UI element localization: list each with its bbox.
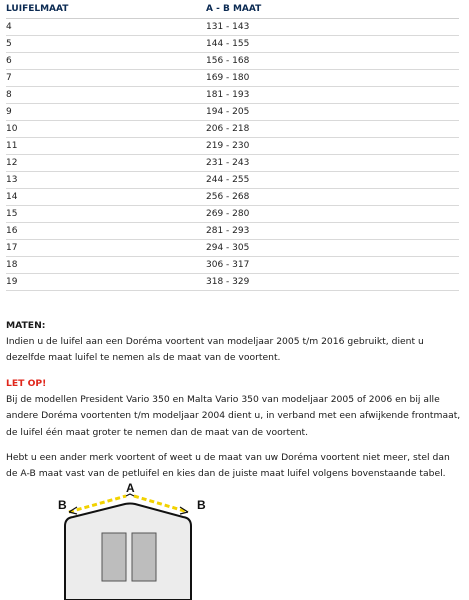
table-header-row (6, 0, 459, 19)
tent-body (65, 504, 191, 600)
tent-window-right (132, 533, 156, 581)
letop-text: Bij de modellen President Vario 350 en Malta Vario 350 van modeljaar 2005 of 2006 en bij alle andere Doréma voortenten t/m modeljaar 2004 dient u, in verband met een afwijkende frontmaat, de luifel één maat groter te nemen dan de maat van de voortent. (6, 394, 461, 438)
table-row (6, 36, 459, 53)
maten-section (6, 318, 461, 367)
letop-heading: LET OP! (6, 378, 47, 389)
table-row (6, 19, 459, 36)
table-row (6, 121, 459, 138)
cell-ab-maat: 169 - 180 (206, 70, 459, 87)
table-row (6, 240, 459, 257)
cell-ab-maat: 156 - 168 (206, 53, 459, 70)
table-row (6, 138, 459, 155)
cell-ab-maat: 181 - 193 (206, 87, 459, 104)
label-b-left: B (58, 498, 67, 512)
cell-ab-maat: 256 - 268 (206, 189, 459, 206)
cell-luifelmaat: 15 (6, 206, 206, 223)
header-ab-maat: A - B MAAT (206, 0, 459, 19)
label-a: A (126, 482, 135, 495)
cell-ab-maat: 281 - 293 (206, 223, 459, 240)
cell-luifelmaat: 19 (6, 274, 206, 291)
cell-ab-maat: 194 - 205 (206, 104, 459, 121)
cell-luifelmaat: 10 (6, 121, 206, 138)
maten-text: Indien u de luifel aan een Doréma voortent van modeljaar 2005 t/m 2016 gebruikt, dient u dezelfde maat luifel te nemen als de maat van de voortent. (6, 336, 424, 364)
table-row (6, 155, 459, 172)
cell-luifelmaat: 12 (6, 155, 206, 172)
tent-window-left (102, 533, 126, 581)
cell-ab-maat: 306 - 317 (206, 257, 459, 274)
hebt-text: Hebt u een ander merk voortent of weet u de maat van uw Doréma voortent niet meer, stel dan de A-B maat vast van de petluifel en kies dan de juiste maat luifel volgens bovenstaande tabel. (6, 452, 450, 480)
table-row (6, 223, 459, 240)
cell-luifelmaat: 6 (6, 53, 206, 70)
cell-luifelmaat: 14 (6, 189, 206, 206)
cell-ab-maat: 318 - 329 (206, 274, 459, 291)
hebt-section (6, 450, 461, 482)
cell-luifelmaat: 5 (6, 36, 206, 53)
cell-luifelmaat: 4 (6, 19, 206, 36)
awning-diagram (55, 482, 225, 600)
table-body (6, 19, 459, 291)
cell-luifelmaat: 16 (6, 223, 206, 240)
table-row (6, 70, 459, 87)
size-table (6, 0, 459, 291)
table-row (6, 257, 459, 274)
cell-ab-maat: 131 - 143 (206, 19, 459, 36)
cell-luifelmaat: 11 (6, 138, 206, 155)
cell-luifelmaat: 8 (6, 87, 206, 104)
cell-ab-maat: 206 - 218 (206, 121, 459, 138)
cell-ab-maat: 219 - 230 (206, 138, 459, 155)
table-row (6, 87, 459, 104)
cell-ab-maat: 244 - 255 (206, 172, 459, 189)
header-luifelmaat: LUIFELMAAT (6, 0, 206, 19)
cell-luifelmaat: 9 (6, 104, 206, 121)
table-row (6, 189, 459, 206)
cell-ab-maat: 144 - 155 (206, 36, 459, 53)
cell-ab-maat: 294 - 305 (206, 240, 459, 257)
cell-ab-maat: 231 - 243 (206, 155, 459, 172)
table-row (6, 274, 459, 291)
cell-ab-maat: 269 - 280 (206, 206, 459, 223)
table-row (6, 206, 459, 223)
cell-luifelmaat: 13 (6, 172, 206, 189)
cell-luifelmaat: 17 (6, 240, 206, 257)
maten-heading: MATEN: (6, 320, 46, 331)
letop-section (6, 376, 461, 441)
cell-luifelmaat: 7 (6, 70, 206, 87)
table-row (6, 172, 459, 189)
cell-luifelmaat: 18 (6, 257, 206, 274)
table-row (6, 53, 459, 70)
label-b-right: B (197, 498, 206, 512)
table-row (6, 104, 459, 121)
